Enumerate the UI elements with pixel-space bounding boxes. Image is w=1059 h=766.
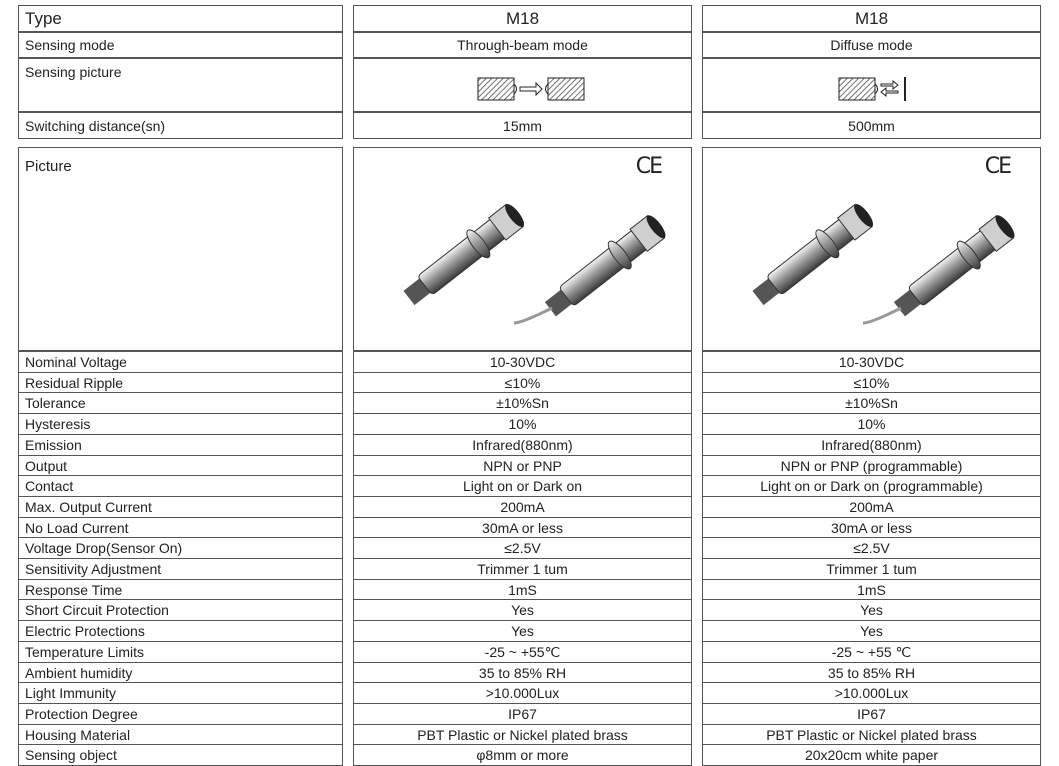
spec-col2-value: >10.000Lux [702,682,1041,704]
spec-label: Light Immunity [18,682,343,704]
spec-col2-value: -25 ~ +55 ℃ [702,641,1041,663]
spec-col2-value: NPN or PNP (programmable) [702,455,1041,476]
switching-distance-col1: 15mm [353,112,692,139]
spec-col2-value: Light on or Dark on (programmable) [702,475,1041,497]
sensing-mode-label: Sensing mode [18,32,343,58]
diffuse-diagram-icon [835,73,965,105]
spec-col1-value: Trimmer 1 tum [353,558,692,580]
spec-col2-value: IP67 [702,703,1041,725]
spec-col2-value: 20x20cm white paper [702,744,1041,766]
spec-col2-value: ±10%Sn [702,392,1041,414]
spec-col2-value: 35 to 85% RH [702,662,1041,683]
spec-col2-value: Infrared(880nm) [702,434,1041,456]
spec-col2-value: 30mA or less [702,517,1041,538]
spec-col1-value: Yes [353,620,692,642]
spec-col2-value: ≤2.5V [702,537,1041,559]
ce-mark-icon: CE [635,154,661,179]
spec-col2-value: 200mA [702,496,1041,518]
spec-label: Housing Material [18,724,343,745]
col2-model: M18 [702,5,1041,32]
spec-col1-value: -25 ~ +55℃ [353,641,692,663]
spec-col2-value: ≤10% [702,372,1041,393]
spec-col1-value: 1mS [353,579,692,600]
spec-label: Temperature Limits [18,641,343,663]
spec-col1-value: ≤10% [353,372,692,393]
spec-col1-value: ≤2.5V [353,537,692,559]
spec-label: Protection Degree [18,703,343,725]
spec-col1-value: Light on or Dark on [353,475,692,497]
spec-col2-value: 1mS [702,579,1041,600]
sensing-picture-col1 [353,58,692,112]
spec-col1-value: 35 to 85% RH [353,662,692,683]
switching-distance-col2: 500mm [702,112,1041,139]
spec-label: Sensitivity Adjustment [18,558,343,580]
spec-label: Electric Protections [18,620,343,642]
picture-label: Picture [18,147,343,351]
sensing-picture-col2 [702,58,1041,112]
spec-col1-value: ±10%Sn [353,392,692,414]
spec-col2-value: PBT Plastic or Nickel plated brass [702,724,1041,745]
spec-col1-value: NPN or PNP [353,455,692,476]
spec-label: Output [18,455,343,476]
spec-col1-value: 10% [353,413,692,435]
sensor-photo-col1-icon [354,148,691,350]
spec-col1-value: 10-30VDC [353,351,692,373]
spec-label: Max. Output Current [18,496,343,518]
spec-col2-value: Yes [702,599,1041,621]
spec-label: Residual Ripple [18,372,343,393]
spec-label: Hysteresis [18,413,343,435]
sensing-mode-col2: Diffuse mode [702,32,1041,58]
switching-distance-label: Switching distance(sn) [18,112,343,139]
spec-label: Ambient humidity [18,662,343,683]
ce-mark-icon: CE [984,154,1010,179]
spec-label: Contact [18,475,343,497]
spec-label: Nominal Voltage [18,351,343,373]
spec-col2-value: 10% [702,413,1041,435]
spec-col1-value: Yes [353,599,692,621]
spec-col1-value: 200mA [353,496,692,518]
spec-col2-value: 10-30VDC [702,351,1041,373]
through-beam-diagram-icon [474,73,604,105]
spec-col2-value: Yes [702,620,1041,642]
type-label: Type [18,5,343,32]
spec-label: Voltage Drop(Sensor On) [18,537,343,559]
sensor-photo-col2-icon [703,148,1040,350]
sensing-mode-col1: Through-beam mode [353,32,692,58]
spec-label: Sensing object [18,744,343,766]
picture-col1 [353,147,692,351]
spec-label: Response Time [18,579,343,600]
spec-label: Emission [18,434,343,456]
col1-model: M18 [353,5,692,32]
picture-col2 [702,147,1041,351]
spec-col1-value: PBT Plastic or Nickel plated brass [353,724,692,745]
spec-label: Tolerance [18,392,343,414]
spec-col2-value: Trimmer 1 tum [702,558,1041,580]
spec-col1-value: Infrared(880nm) [353,434,692,456]
spec-col1-value: φ8mm or more [353,744,692,766]
spec-label: No Load Current [18,517,343,538]
sensing-picture-label: Sensing picture [18,58,343,112]
spec-col1-value: IP67 [353,703,692,725]
spec-col1-value: 30mA or less [353,517,692,538]
spec-label: Short Circuit Protection [18,599,343,621]
spec-col1-value: >10.000Lux [353,682,692,704]
